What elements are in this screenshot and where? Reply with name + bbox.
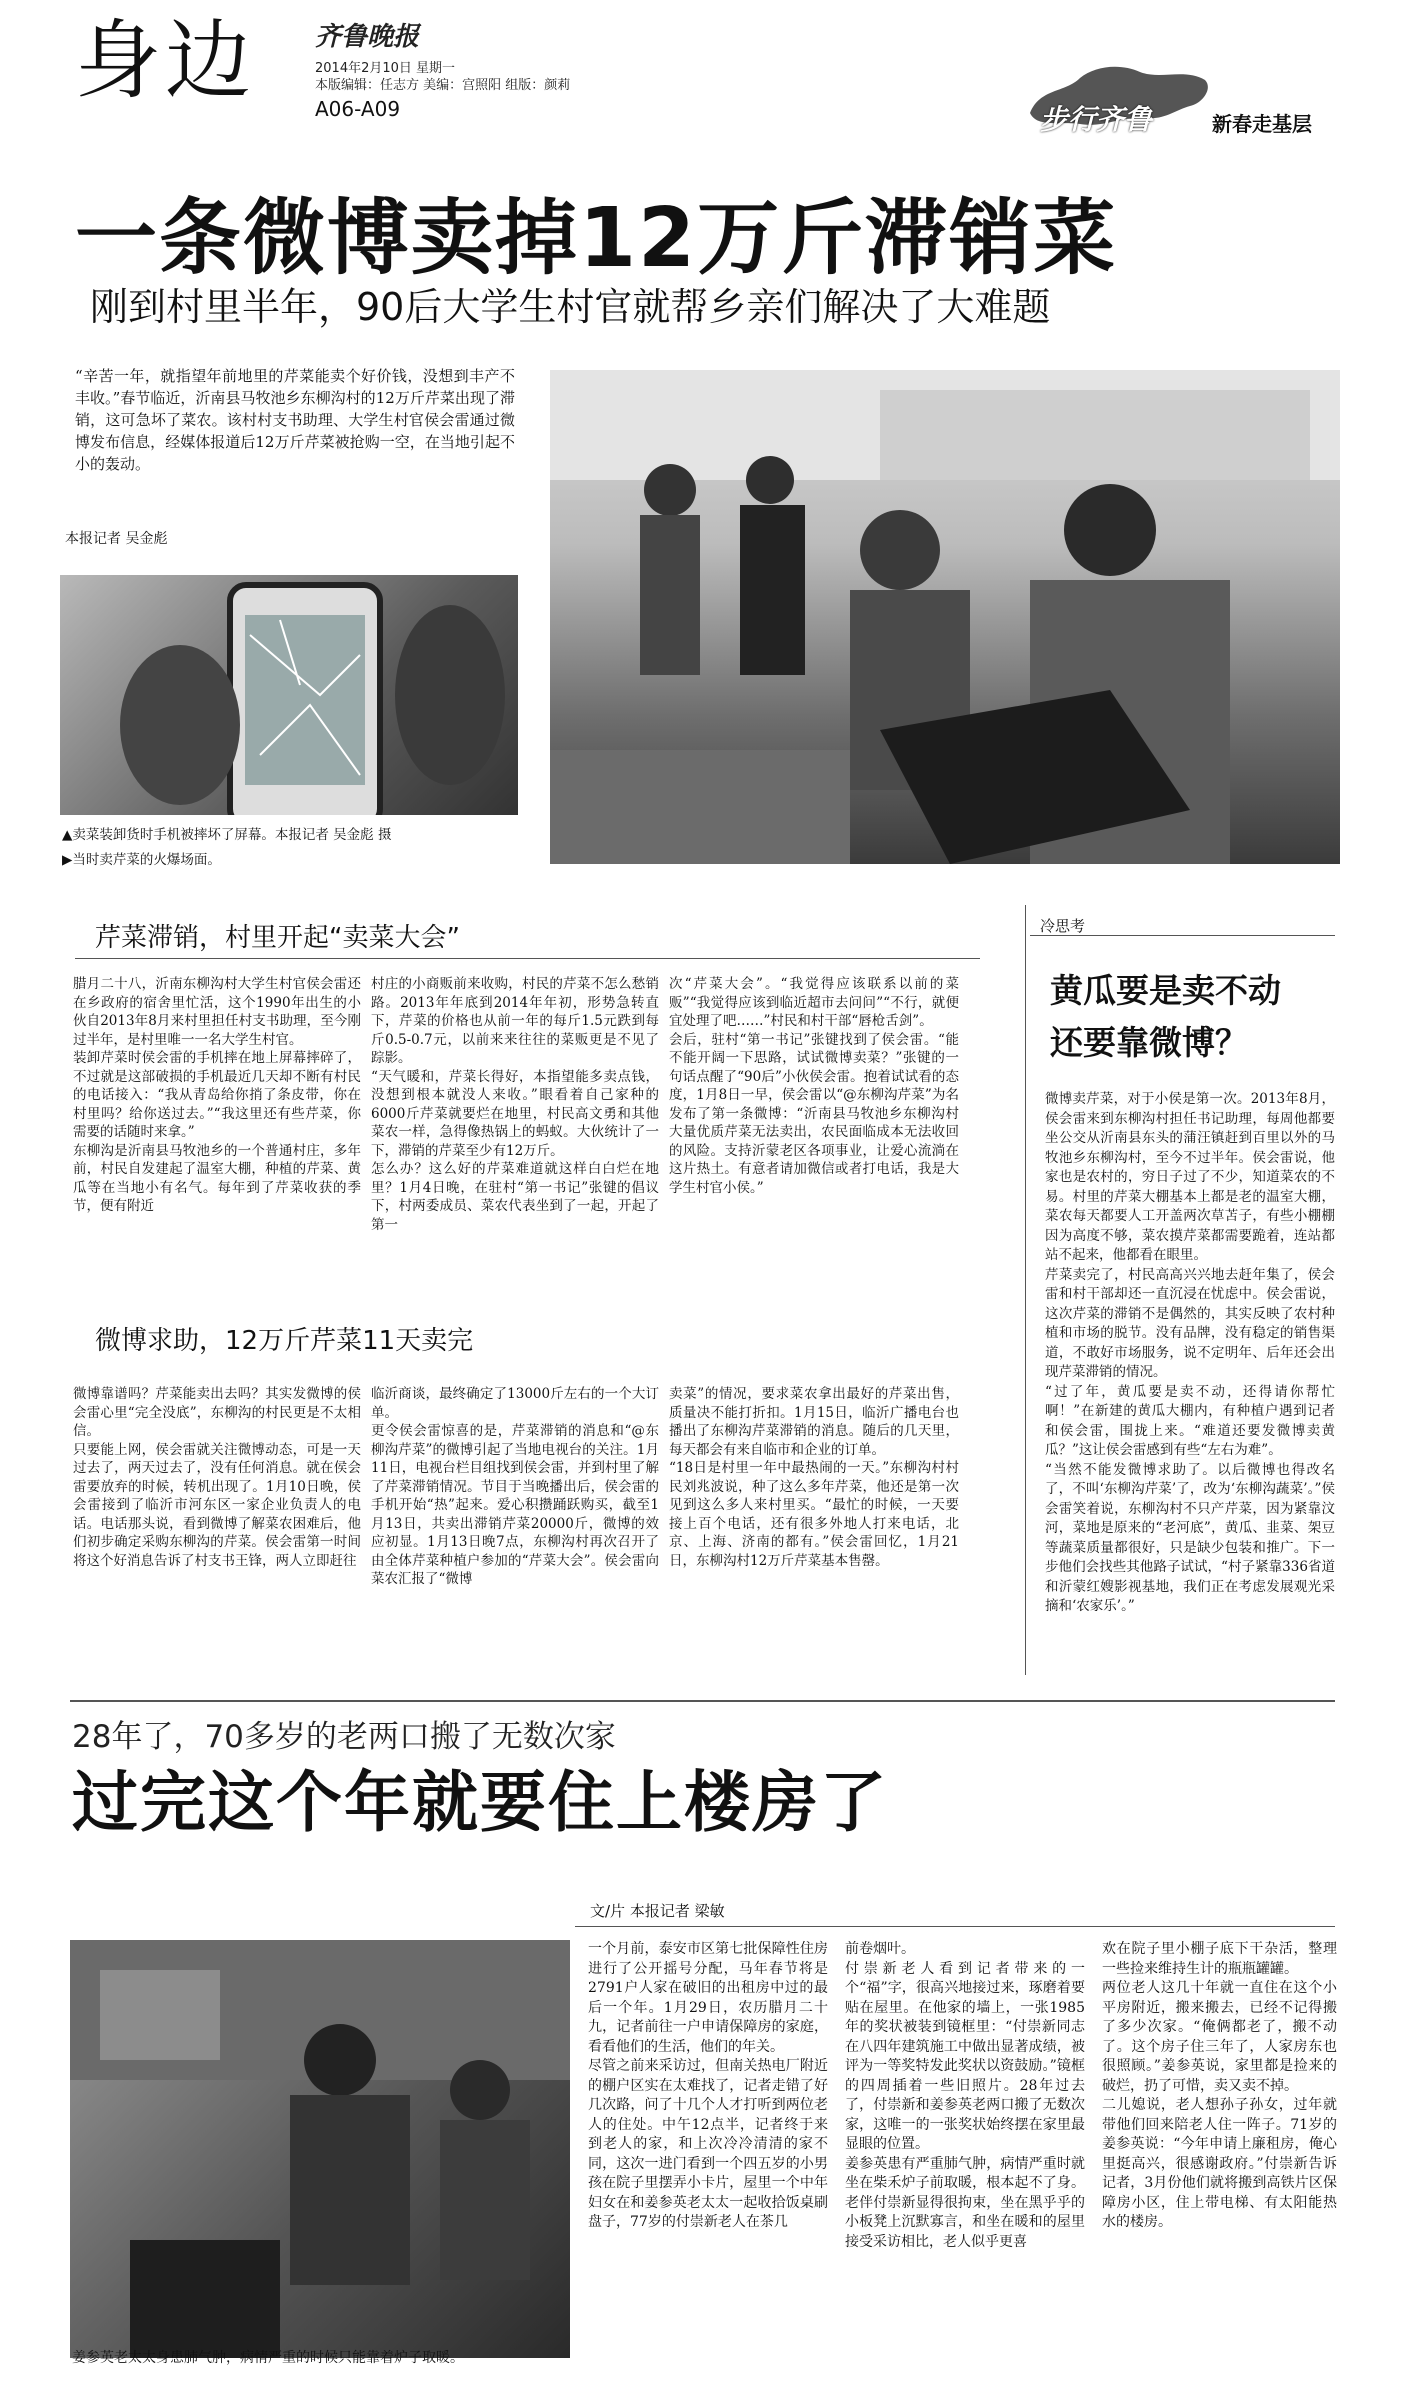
date-line: 2014年2月10日 星期一 [315,61,456,76]
sidebar-title [1050,965,1310,1069]
story2-column-3: 欢在院子里小棚子底下干杂活，整理一些捡来维持生计的瓶瓶罐罐。 两位老人这几十年就一直住在这个小平房附近，搬来搬去，已经不记得搬了多少次家。“俺俩都老了，搬不动了。这个房子住三年了，人家房东也很照顾。”姜参英说，家里都是捡来的破烂，扔了可惜，卖又卖不掉。 二儿媳说，老人想孙子孙女，过年就带他们回来陪老人住一阵子。71岁的姜参英说：“今年申请上廉租房，俺心里挺高兴，很感谢政府。”付崇新告诉记者，3月份他们就将搬到高铁片区保障房小区，住上带电梯、有太阳能热水的楼房。 [1102,1941,1337,2230]
photo-caption-2: ▶当时卖芹菜的火爆场面。 [62,852,221,868]
photo-caption-3: 姜参英老太太身患肺气肿，病情严重的时候只能靠着炉子取暖。 [72,2350,464,2366]
lead-paragraph: “辛苦一年，就指望年前地里的芹菜能卖个好价钱，没想到丰产不丰收。”春节临近，沂南县马牧池乡东柳沟村的12万斤芹菜出现了滞销，这可急坏了菜农。该村村支书助理、大学生村官侯会雷通过微博发布信息，经媒体报道后12万斤芹菜被抢购一空，在当地引起不小的轰动。 [75,367,515,473]
byline-2: 文/片 本报记者 梁敏 [590,1902,725,1920]
section-heading-2: 微博求助，12万斤芹菜11天卖完 [95,1326,474,1356]
sidebar-divider [1025,905,1026,1675]
photo-market-scene [550,370,1340,864]
section-title: 身边 [75,11,255,111]
section1-column-3: 次“芹菜大会”。“我觉得应该联系以前的菜贩”“我觉得应该到临近超市去问问”“不行，就便宜处理了吧……”村民和村干部“唇枪舌剑”。 会后，驻村“第一书记”张键找到了侯会雷。“能不能开阔一下思路，试试微博卖菜？”张键的一句话点醒了“90后”小伙侯会雷。抱着试试看的态度，1月8日一早，侯会雷以“@东柳沟芹菜”为名发布了第一条微博：“沂南县马牧池乡东柳沟村大量优质芹菜无法卖出，农民面临成本无法收回的风险。支持沂蒙老区各项事业，让爱心流淌在这片热土。有意者请加微信或者打电话，我是大学生村官小侯。” [669,976,959,1196]
photo-elderly-couple [70,1940,570,2358]
campaign-subtitle: 新春走基层 [1212,112,1312,136]
photo-broken-phone [60,575,518,815]
divider [75,958,980,959]
divider [575,1926,1335,1927]
section1-column-2: 村庄的小商贩前来收购，村民的芹菜不怎么愁销路。2013年年底到2014年年初，形势急转直下，芹菜的价格也从前一年的每斤1.5元跌到每斤0.5-0.7元，以前来来往往的菜贩更是不见了踪影。 “天气暖和，芹菜长得好，本指望能多卖点钱，没想到根本就没人来收。”眼看着自己家种的6000斤芹菜就要烂在地里，村民高文勇和其他菜农一样，急得像热锅上的蚂蚁。大伙统计了一下，滞销的芹菜至少有12万斤。 怎么办？这么好的芹菜难道就这样白白烂在地里？1月4日晚，在驻村“第一书记”张键的倡议下，村两委成员、菜农代表坐到了一起，开起了第一 [371,976,659,1233]
section2-column-3: 卖菜”的情况，要求菜农拿出最好的芹菜出售，质量决不能打折扣。1月15日，临沂广播电台也播出了东柳沟芹菜滞销的消息。随后的几天里，每天都会有来自临市和企业的订单。 “18日是村里一年中最热闹的一天。”东柳沟村村民刘兆波说，种了这么多年芹菜，他还是第一次见到这么多人来村里买。“最忙的时候，一天要接上百个电话，还有很多外地人打来电话，北京、上海、济南的都有。”侯会雷回忆，1月21日，东柳沟村12万斤芹菜基本售罄。 [669,1386,959,1569]
section2-column-2: 临沂商谈，最终确定了13000斤左右的一个大订单。 更令侯会雷惊喜的是，芹菜滞销的消息和“@东柳沟芹菜”的微博引起了当地电视台的关注。1月11日，电视台栏目组找到侯会雷，并到村里了解了芹菜滞销情况。节目于当晚播出后，侯会雷的手机开始“热”起来。爱心积攒踊跃购买，截至1月13日，共卖出滞销芹菜20000斤，微博的效应初显。1月13日晚7点，东柳沟村再次召开了由全体芹菜种植户参加的“芹菜大会”。侯会雷向菜农汇报了“微博 [371,1386,659,1587]
sidebar-title-line-2: 还要靠微博？ [1050,1023,1248,1062]
story2-column-1: 一个月前，泰安市区第七批保障性住房进行了公开摇号分配，马年春节将是2791户人家在破旧的出租房中过的最后一个年。1月29日，农历腊月二十九，记者前往一户申请保障房的家庭，看看他们的生活，他们的年关。 尽管之前来采访过，但南关热电厂附近的棚户区实在太难找了，记者走错了好几次路，问了十几个人才打听到两位老人的住处。中午12点半，记者终于来到老人的家，和上次冷冷清清的家不同，这次一进门看到一个四五岁的小男孩在院子里摆弄小卡片，屋里一个中年妇女在和姜参英老太太一起收拾饭桌刷盘子，77岁的付崇新老人在茶几 [588,1941,828,2230]
story2-column-2: 前卷烟叶。 付崇新老人看到记者带来的一个“福”字，很高兴地接过来，琢磨着要贴在屋里。在他家的墙上，一张1985年的奖状被装到镜框里：“付崇新同志在八四年建筑施工中做出显著成绩，被评为一等奖特发此奖状以资鼓励。”镜框的四周插着一些旧照片。28年过去了，付崇新和姜参英老两口搬了无数次家，这唯一的一张奖状始终摆在家里最显眼的位置。 姜参英患有严重肺气肿，病情严重时就坐在柴禾炉子前取暖，根本起不了身。老伴付崇新显得很拘束，坐在黑乎乎的小板凳上沉默寡言，和坐在暖和的屋里接受采访相比，老人似乎更喜 [845,1941,1085,2250]
headline-2: 过完这个年就要住上楼房了 [72,1764,888,1841]
campaign-title: 步行齐鲁 [1040,103,1153,136]
byline: 本报记者 吴金彪 [65,531,168,547]
page-range: A06-A09 [315,97,401,121]
sidebar-body: 微博卖芹菜，对于小侯是第一次。2013年8月，侯会雷来到东柳沟村担任书记助理，每周他都要坐公交从沂南县东头的蒲汪镇赶到百里以外的马牧池乡东柳沟村，至今不过半年。侯会雷说，他家也是农村的，穷日子过了不少，知道菜农的不易。村里的芹菜大棚基本上都是老的温室大棚，菜农每天都要人工开盖两次草苫子，有些小棚棚因为高度不够，菜农摸芹菜都需要跪着，连站都站不起来，他都看在眼里。 芹菜卖完了，村民高高兴兴地去赶年集了，侯会雷和村干部却还一直沉浸在忧虑中。侯会雷说，这次芹菜的滞销不是偶然的，其实反映了农村种植和市场的脱节。没有品牌，没有稳定的销售渠道，不敢好市场服务，说不定明年、后年还会出现芹菜滞销的情况。 “过了年，黄瓜要是卖不动，还得请你帮忙啊！”在新建的黄瓜大棚内，有种植户遇到记者和侯会雷，围拢上来。“难道还要发微博卖黄瓜？”这让侯会雷感到有些“左右为难”。 “当然不能发微博求助了。以后微博也得改名了，不叫‘东柳沟芹菜’了，改为‘东柳沟蔬菜’。”侯会雷笑着说，东柳沟村不只产芹菜，因为紧靠汶河，菜地是原来的“老河底”，黄瓜、韭菜、架豆等蔬菜质量都很好，只是缺少包装和推广。下一步他们会找些其他路子试试，“村子紧靠336省道和沂蒙红嫂影视基地，我们正在考虑发展观光采摘和‘农家乐’。” [1045,1091,1335,1614]
editors-line: 本版编辑：任志方 美编：宫照阳 组版：颜莉 [315,78,571,93]
photo-caption-1: ▲卖菜装卸货时手机被摔坏了屏幕。本报记者 吴金彪 摄 [62,827,392,843]
sidebar-title-line-1: 黄瓜要是卖不动 [1050,971,1281,1010]
subheadline-2: 28年了，70多岁的老两口搬了无数次家 [72,1719,616,1755]
subheadline: 刚到村里半年，90后大学生村官就帮乡亲们解决了大难题 [90,285,1051,329]
section1-column-1: 腊月二十八，沂南东柳沟村大学生村官侯会雷还在乡政府的宿舍里忙活，这个1990年出生的小伙自2013年8月来村里担任村支书助理，至今刚过半年，是村里唯一一名大学生村官。 装卸芹菜时侯会雷的手机摔在地上屏幕摔碎了，不过就是这部破损的手机最近几天却不断有村民的电话接入：“我从青岛给你捎了条皮带，你在村里吗？给你送过去。”“我这里还有些芹菜，你需要的话随时来拿。” 东柳沟是沂南县马牧池乡的一个普通村庄，多年前，村民自发建起了温室大棚，种植的芹菜、黄瓜等在当地小有名气。每年到了芹菜收获的季节，便有附近 [73,976,361,1214]
section2-column-1: 微博靠谱吗？芹菜能卖出去吗？其实发微博的侯会雷心里“完全没底”，东柳沟的村民更是不太相信。 只要能上网，侯会雷就关注微博动态，可是一天过去了，两天过去了，没有任何消息。就在侯会雷要放弃的时候，转机出现了。1月10日晚，侯会雷接到了临沂市河东区一家企业负责人的电话。电话那头说，看到微博了解菜农困难后，他们初步确定采购东柳沟的芹菜。侯会雷第一时间将这个好消息告诉了村支书王锋，两人立即赶往 [73,1386,361,1569]
masthead-logo: 齐鲁晚报 [315,22,420,52]
story-divider [70,1700,1335,1702]
section-heading-1: 芹菜滞销，村里开起“卖菜大会” [95,923,460,953]
divider [1030,935,1335,936]
headline: 一条微博卖掉12万斤滞销菜 [75,191,1118,286]
sidebar-tag: 冷思考 [1040,917,1086,935]
